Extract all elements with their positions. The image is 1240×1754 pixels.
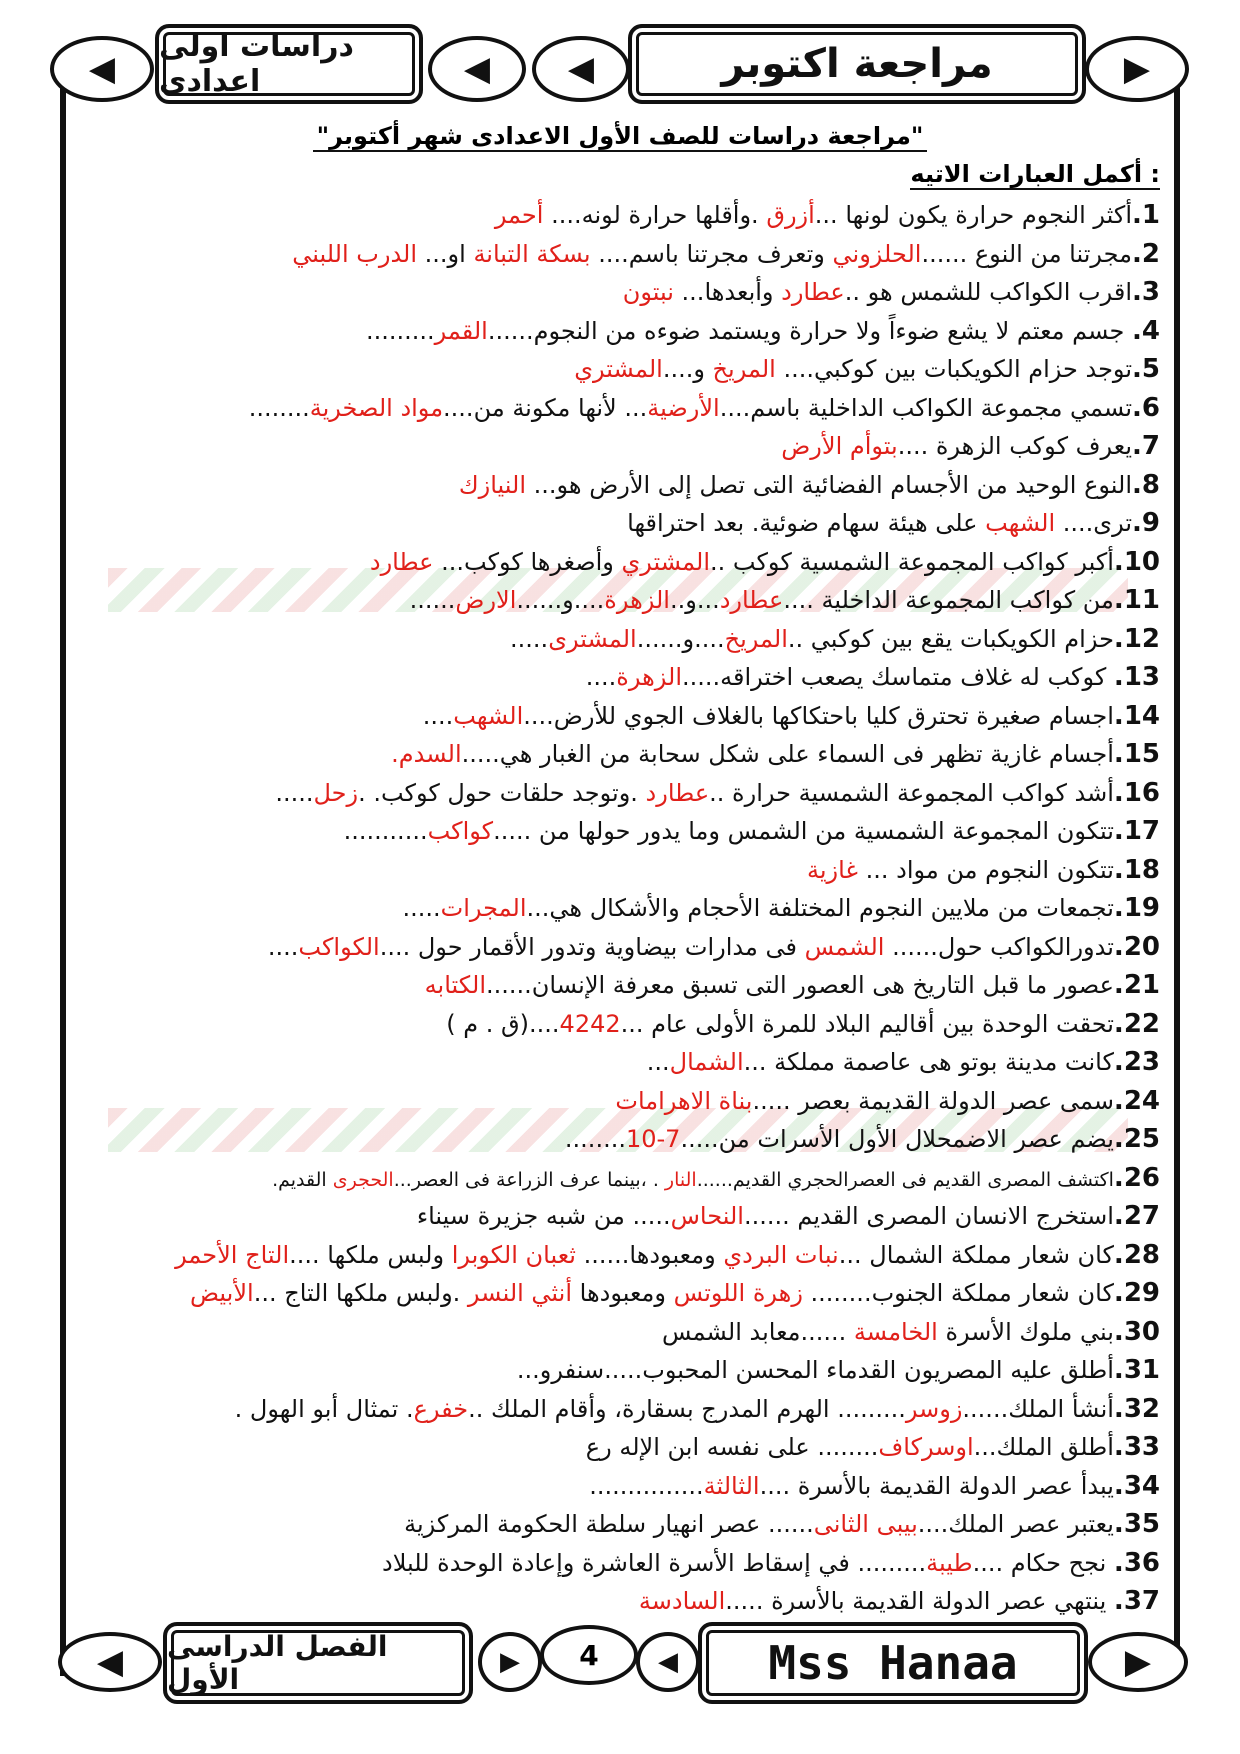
instruction-heading: أكمل العبارات الاتيه : [910,160,1160,188]
question-text: مجرتنا من النوع ...... [921,239,1133,268]
answer-text: الشهب [985,509,1056,537]
question-text: ......... في إسقاط الأسرة العاشرة وإعادة الوحدة للبلاد [382,1548,927,1577]
question-item [90,1197,1160,1236]
question-text: ..... [510,624,549,653]
answer-text: خفرع [413,1394,469,1423]
question-number: 22. [1113,1008,1160,1039]
answer-text: بناة الاهرامات [615,1086,753,1115]
question-text: يضم عصر الاضمحلال الأول الأسرات من..... [680,1125,1114,1153]
question-text: ... لأنها مكونة من.... [443,393,648,422]
question-text: .وتوجد حلقات حول كوكب. . [358,778,646,807]
answer-text: السدم. [391,740,462,768]
answer-text: المريخ [712,355,776,383]
answer-text: التاج الأحمر [175,1240,290,1269]
question-item [90,581,1160,620]
answer-text: أحمر [494,201,544,229]
question-text: ومعبودها [572,1279,674,1307]
question-text: أشد كواكب المجموعة الشمسية حرارة .. [709,778,1114,807]
question-text: على هيئة سهام ضوئية. بعد احتراقها [627,509,986,537]
question-text: ..... [402,894,441,922]
arrow-icon: ▶ [1085,36,1189,102]
question-text: ......... [365,316,435,345]
main-title: مراجعة اكتوبر [721,41,993,87]
answer-text: الزهرة [604,586,670,614]
question-text: تتكون المجموعة الشمسية من الشمس وما يدور حولها من ..... [493,817,1114,845]
question-text: ......... الهرم المدرج بسقارة، وأقام الملك .. [468,1394,906,1423]
answer-text: المشترى [548,624,637,653]
question-text: ترى.... [1055,509,1133,537]
question-item [90,851,1160,890]
question-item [90,928,1160,967]
arrow-icon: ▶ [1088,1632,1188,1692]
answer-text: نبتون [622,278,674,306]
question-text: ..... [275,778,314,807]
answer-text: زحل [313,778,359,807]
question-number: 34. [1113,1470,1160,1501]
question-text: ..... من شبه جزيرة سيناء [416,1202,671,1230]
answer-text: الحجرى [332,1168,394,1191]
answer-text: المجرات [440,894,527,922]
question-text: ....و...... [516,586,605,614]
question-item [90,1351,1160,1390]
answer-text: غازية [806,855,858,884]
question-text: ... [646,1048,670,1076]
question-item [90,1428,1160,1467]
question-number: 8. [1132,469,1160,500]
answer-text: الخامسة [853,1317,938,1346]
answer-text: أزرق [766,201,815,229]
answer-text: الشمس [804,932,885,961]
question-text: تسمي مجموعة الكواكب الداخلية باسم.... [719,393,1133,422]
question-number: 37. [1113,1586,1160,1616]
question-item [90,1505,1160,1544]
question-text: القديم. [272,1168,333,1191]
answer-text: أنثي النسر [467,1279,573,1307]
question-text: تتكون النجوم من مواد ... [857,855,1114,884]
question-item [90,466,1160,505]
arrow-icon: ◀ [532,36,630,102]
subject-box [155,24,423,104]
question-text: أجسام غازية تظهر فى السماء على شكل سحابة من الغبار هي..... [461,740,1114,768]
question-text: النوع الوحيد من الأجسام الفضائية التى تصل إلى الأرض هو... [526,470,1133,499]
answer-text: بيبى الثانى [813,1510,918,1538]
answer-text: كواكب [427,817,494,845]
answer-text: الشهب [453,701,524,730]
question-text: كوكب له غلاف متماسك يصعب اختراقه..... [682,663,1114,691]
answer-text: اوسركاف [878,1433,974,1461]
question-number: 26. [1113,1162,1160,1193]
question-text: ولبس ملكها .... [289,1240,452,1269]
question-number: 36. [1113,1547,1160,1578]
question-text: . تمثال أبو الهول . [234,1394,414,1423]
question-item [90,1467,1160,1506]
question-text: كان شعار مملكة الجنوب........ [802,1279,1114,1307]
question-text: .... [422,701,454,730]
question-number: 11. [1113,585,1160,615]
question-item [90,1236,1160,1275]
question-text: كانت مدينة بوتو هى عاصمة مملكة ... [743,1048,1114,1076]
question-text: يبدأ عصر الدولة القديمة بالأسرة .... [759,1471,1114,1500]
question-number: 28. [1113,1239,1160,1270]
question-text: فى مدارات بيضاوية وتدور الأقمار حول .... [379,932,805,961]
answer-text: 4242 [559,1009,621,1038]
author-name: Mss Hanaa [768,1636,1018,1690]
answer-text: النحاس [670,1202,744,1230]
question-text: ........... [343,817,428,845]
question-text: .وأقلها حرارة لونه.... [543,201,767,229]
question-text: ينتهي عصر الدولة القديمة بالأسرة ..... [725,1587,1114,1615]
answer-text: المريخ [724,624,788,653]
question-text: ........ [248,393,310,422]
question-item [90,735,1160,774]
question-text: و.... [662,355,713,383]
question-text: ...و.. [669,586,720,614]
term-label: الفصل الدراسى الأول [167,1630,388,1696]
question-item [90,1274,1160,1313]
question-item [90,1082,1160,1121]
subject-label: دراسات اولى اعدادى [159,29,354,99]
question-text: ومعبودها...... [575,1240,724,1269]
answer-text: عطارد [645,778,710,807]
question-text: وأصغرها كوكب... [433,547,622,576]
question-number: 15. [1113,739,1160,769]
question-item [90,543,1160,582]
question-number: 25. [1113,1124,1160,1154]
question-text: حزام الكويكبات يقع بين كوكبي .. [787,624,1114,653]
question-number: 32. [1113,1393,1160,1424]
question-text: ....و...... [636,624,725,653]
question-item [90,889,1160,928]
question-item [90,1159,1160,1198]
question-text: أطلق الملك... [973,1433,1114,1461]
question-text: او... [417,239,474,268]
answer-text: الزهرة [616,663,682,691]
question-text: أنشأ الملك...... [962,1394,1114,1423]
question-text: ...... عصر انهيار سلطة الحكومة المركزية [404,1510,814,1538]
question-item [90,235,1160,274]
answer-text: الأرضية [647,393,720,422]
question-number: 18. [1113,854,1160,885]
question-text: استخرج الانسان المصرى القديم ...... [743,1202,1114,1230]
question-number: 35. [1113,1509,1160,1539]
question-item [90,504,1160,543]
question-item [90,697,1160,736]
question-number: 20. [1113,931,1160,962]
answer-text: طيبة [926,1548,973,1577]
question-text: . ،بينما عرف الزراعة فى العصر... [393,1168,665,1191]
question-item [90,427,1160,466]
question-text: جسم معتم لا يشع ضوءاً ولا حرارة ويستمد ضوءه من النجوم...... [487,316,1133,345]
answer-text: ثعبان الكوبرا [451,1240,576,1269]
arrow-icon: ◀ [428,36,526,102]
question-text: اكتشف المصرى القديم فى العصرالحجري القديم...... [696,1168,1114,1191]
question-item [90,966,1160,1005]
question-text: من كواكب المجموعة الداخلية .... [783,586,1114,614]
answer-text: النار [664,1168,697,1191]
question-text: أطلق عليه المصريون القدماء المحسن المحبوب.....سنفرو... [516,1356,1114,1384]
main-title-box [628,24,1086,104]
question-text: .ولبس ملكها التاج ... [253,1279,468,1307]
question-number: 33. [1113,1432,1160,1462]
question-number: 5. [1132,354,1160,384]
answer-text: الحلزوني [832,239,922,268]
answer-text: الكتابه [424,971,487,999]
question-number: 2. [1132,238,1160,269]
question-item [90,620,1160,659]
answer-text: بتوأم الأرض [781,432,898,460]
answer-text: الكواكب [298,932,380,961]
question-item [90,350,1160,389]
question-number: 4. [1132,315,1160,346]
question-number: 16. [1113,777,1160,808]
question-number: 30. [1113,1316,1160,1347]
arrow-icon: ◀ [50,36,154,102]
question-number: 23. [1113,1047,1160,1077]
question-number: 17. [1113,816,1160,846]
question-text: ........ على نفسه ابن الإله رع [585,1433,879,1461]
question-number: 24. [1113,1085,1160,1116]
question-number: 29. [1113,1278,1160,1308]
question-number: 10. [1113,546,1160,577]
answer-text: الشمال [669,1048,744,1076]
arrow-icon: ▶ [478,1632,542,1692]
answer-text: الدرب اللبني [292,239,418,268]
question-item [90,273,1160,312]
question-item [90,658,1160,697]
answer-text: الأبيض [190,1279,254,1307]
question-item [90,312,1160,351]
question-text: سمى عصر الدولة القديمة بعصر ..... [752,1086,1114,1115]
question-item [90,1582,1160,1621]
answer-text: السادسة [638,1587,726,1615]
question-item [90,389,1160,428]
question-item [90,1313,1160,1352]
question-item [90,1390,1160,1429]
question-text: أكثر النجوم حرارة يكون لونها ... [814,201,1133,229]
question-item [90,1005,1160,1044]
question-item [90,1544,1160,1583]
answer-text: الثالثة [703,1471,760,1500]
question-text: يعرف كوكب الزهرة .... [897,432,1133,460]
question-text: ........ [564,1125,626,1153]
question-text: عصور ما قبل التاريخ هى العصور التى تسبق معرفة الإنسان...... [486,971,1114,999]
question-text: ......معابد الشمس [662,1317,854,1346]
question-text: ...... [409,586,456,614]
answer-text: بسكة التبانة [473,239,591,268]
answer-text: زوسر [905,1394,963,1423]
question-text: تحقت الوحدة بين أقاليم البلاد للمرة الأولى عام ... [620,1009,1114,1038]
question-text: وأبعدها... [673,278,782,306]
question-item [90,812,1160,851]
question-text: تجمعات من ملايين النجوم المختلفة الأحجام والأشكال هي... [526,894,1114,922]
answer-text: النيازك [458,470,527,499]
question-number: 21. [1113,970,1160,1000]
question-number: 1. [1132,200,1160,230]
answer-text: المشتري [621,547,711,576]
answer-text: عطارد [781,278,845,306]
question-text: اقرب الكواكب للشمس هو .. [844,278,1133,306]
question-number: 14. [1113,700,1160,731]
question-text: كان شعار مملكة الشمال ... [838,1240,1114,1269]
answer-text: الارض [455,586,517,614]
questions-list [90,196,1160,1621]
page-number: 4 [540,1625,638,1685]
question-item [90,1043,1160,1082]
question-number: 19. [1113,893,1160,923]
author-box [698,1622,1088,1704]
question-text: نجح حكام .... [972,1548,1114,1577]
question-number: 9. [1132,508,1160,538]
question-number: 7. [1132,431,1160,461]
question-number: 31. [1113,1355,1160,1385]
question-number: 6. [1132,392,1160,423]
question-number: 12. [1113,623,1160,654]
answer-text: المشتري [574,355,663,383]
question-text: .... [585,663,617,691]
arrow-icon: ◀ [636,1632,700,1692]
question-text: توجد حزام الكويكبات بين كوكبي.... [775,355,1133,383]
answer-text: القمر [434,316,488,345]
arrow-icon: ◀ [58,1632,162,1692]
answer-text: نبات البردي [723,1240,839,1269]
question-text: يعتبر عصر الملك.... [917,1510,1114,1538]
question-text: .... [267,932,299,961]
term-box [163,1622,473,1704]
question-number: 27. [1113,1201,1160,1231]
question-item [90,774,1160,813]
answer-text: 7-10 [625,1125,681,1153]
question-number: 13. [1113,662,1160,692]
question-item [90,1120,1160,1159]
question-text: ....(ق . م ) [446,1009,560,1038]
question-text: بني ملوك الأسرة [937,1317,1114,1346]
question-text: تدورالكواكب حول...... [884,932,1114,961]
answer-text: عطارد [719,586,784,614]
question-number: 3. [1132,277,1160,307]
page-title: "مراجعة دراسات للصف الأول الاعدادى شهر أكتوبر" [0,122,1240,150]
question-text: اجسام صغيرة تحترق كليا باحتكاكها بالغلاف الجوي للأرض.... [523,701,1114,730]
question-text: وتعرف مجرتنا باسم.... [590,239,833,268]
answer-text: زهرة اللوتس [673,1279,803,1307]
question-text: ............... [589,1471,704,1500]
question-text: أكبر كواكب المجموعة الشمسية كوكب .. [710,547,1114,576]
answer-text: عطارد [369,547,434,576]
question-item [90,196,1160,235]
answer-text: مواد الصخرية [309,393,444,422]
